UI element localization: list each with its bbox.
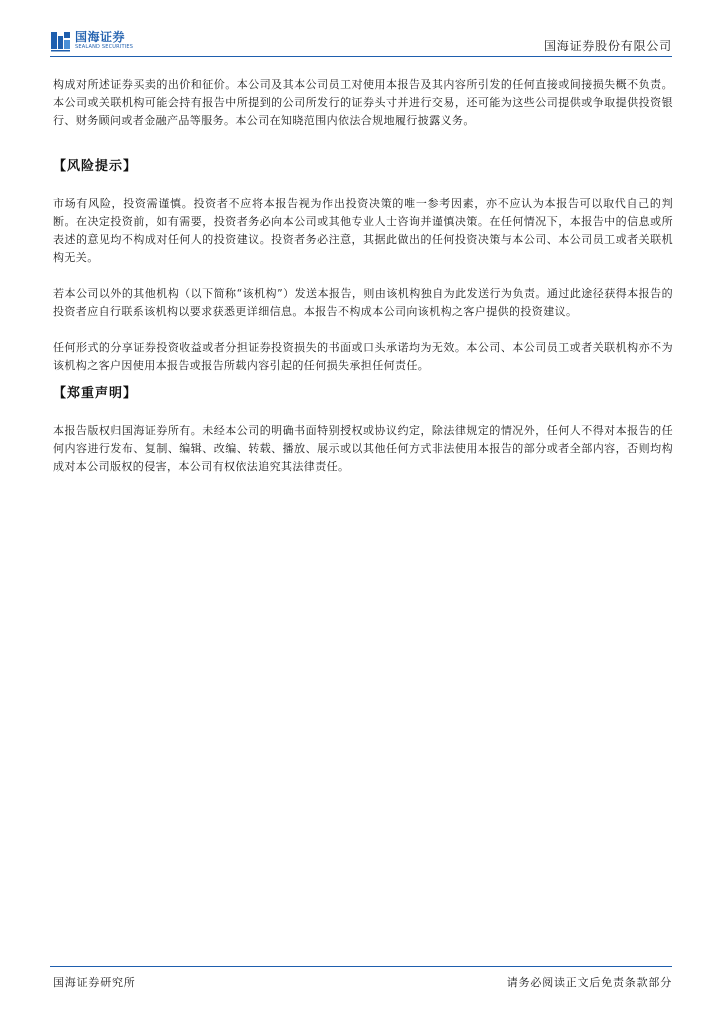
declaration-heading: 【郑重声明】 bbox=[53, 386, 138, 401]
page-content bbox=[53, 76, 673, 476]
logo-subtext: SEALAND SECURITIES bbox=[75, 44, 134, 50]
header-company-name: 国海证券股份有限公司 bbox=[543, 39, 672, 53]
footer-divider bbox=[50, 966, 672, 967]
page-header bbox=[50, 28, 672, 54]
risk-paragraph-3: 任何形式的分享证券投资收益或者分担证券投资损失的书面或口头承诺均为无效。本公司、本公司员工或者关联机构亦不为该机构之客户因使用本报告或报告所载内容引起的任何损失承担任何责任。 bbox=[53, 341, 673, 372]
risk-paragraph-1: 市场有风险，投资需谨慎。投资者不应将本报告视为作出投资决策的唯一参考因素，亦不应认为本报告可以取代自己的判断。在决定投资前，如有需要，投资者务必向本公司或其他专业人士咨询并谨慎决策。在任何情况下，本报告中的信息或所表述的意见均不构成对任何人的投资建议。投资者务必注意，其据此做出的任何投资决策与本公司、本公司员工或者关联机构无关。 bbox=[53, 197, 673, 264]
sealand-logo-mark-icon bbox=[50, 30, 72, 52]
logo-text: 国海证券 bbox=[75, 30, 126, 44]
declaration-paragraph: 本报告版权归国海证券所有。未经本公司的明确书面特别授权或协议约定，除法律规定的情况外，任何人不得对本报告的任何内容进行发布、复制、编辑、改编、转载、播放、展示或以其他任何方式非法使用本报告的部分或者全部内容，否则均构成对本公司版权的侵害，本公司有权依法追究其法律责任。 bbox=[53, 424, 673, 473]
company-logo bbox=[50, 30, 150, 52]
risk-heading: 【风险提示】 bbox=[53, 159, 138, 174]
risk-paragraph-2: 若本公司以外的其他机构（以下简称“该机构”）发送本报告，则由该机构独自为此发送行为负责。通过此途径获得本报告的投资者应自行联系该机构以要求获悉更详细信息。本报告不构成本公司向该机构之客户提供的投资建议。 bbox=[53, 287, 673, 318]
footer-research-institute: 国海证券研究所 bbox=[53, 976, 136, 989]
intro-paragraph: 构成对所述证券买卖的出价和征价。本公司及其本公司员工对使用本报告及其内容所引发的任何直接或间接损失概不负责。本公司或关联机构可能会持有报告中所提到的公司所发行的证券头寸并进行交易，还可能为这些公司提供或争取提供投资银行、财务顾问或者金融产品等服务。本公司在知晓范围内依法合规地履行披露义务。 bbox=[53, 78, 673, 127]
header-divider bbox=[50, 56, 672, 57]
footer-disclaimer-note: 请务必阅读正文后免责条款部分 bbox=[506, 976, 672, 989]
